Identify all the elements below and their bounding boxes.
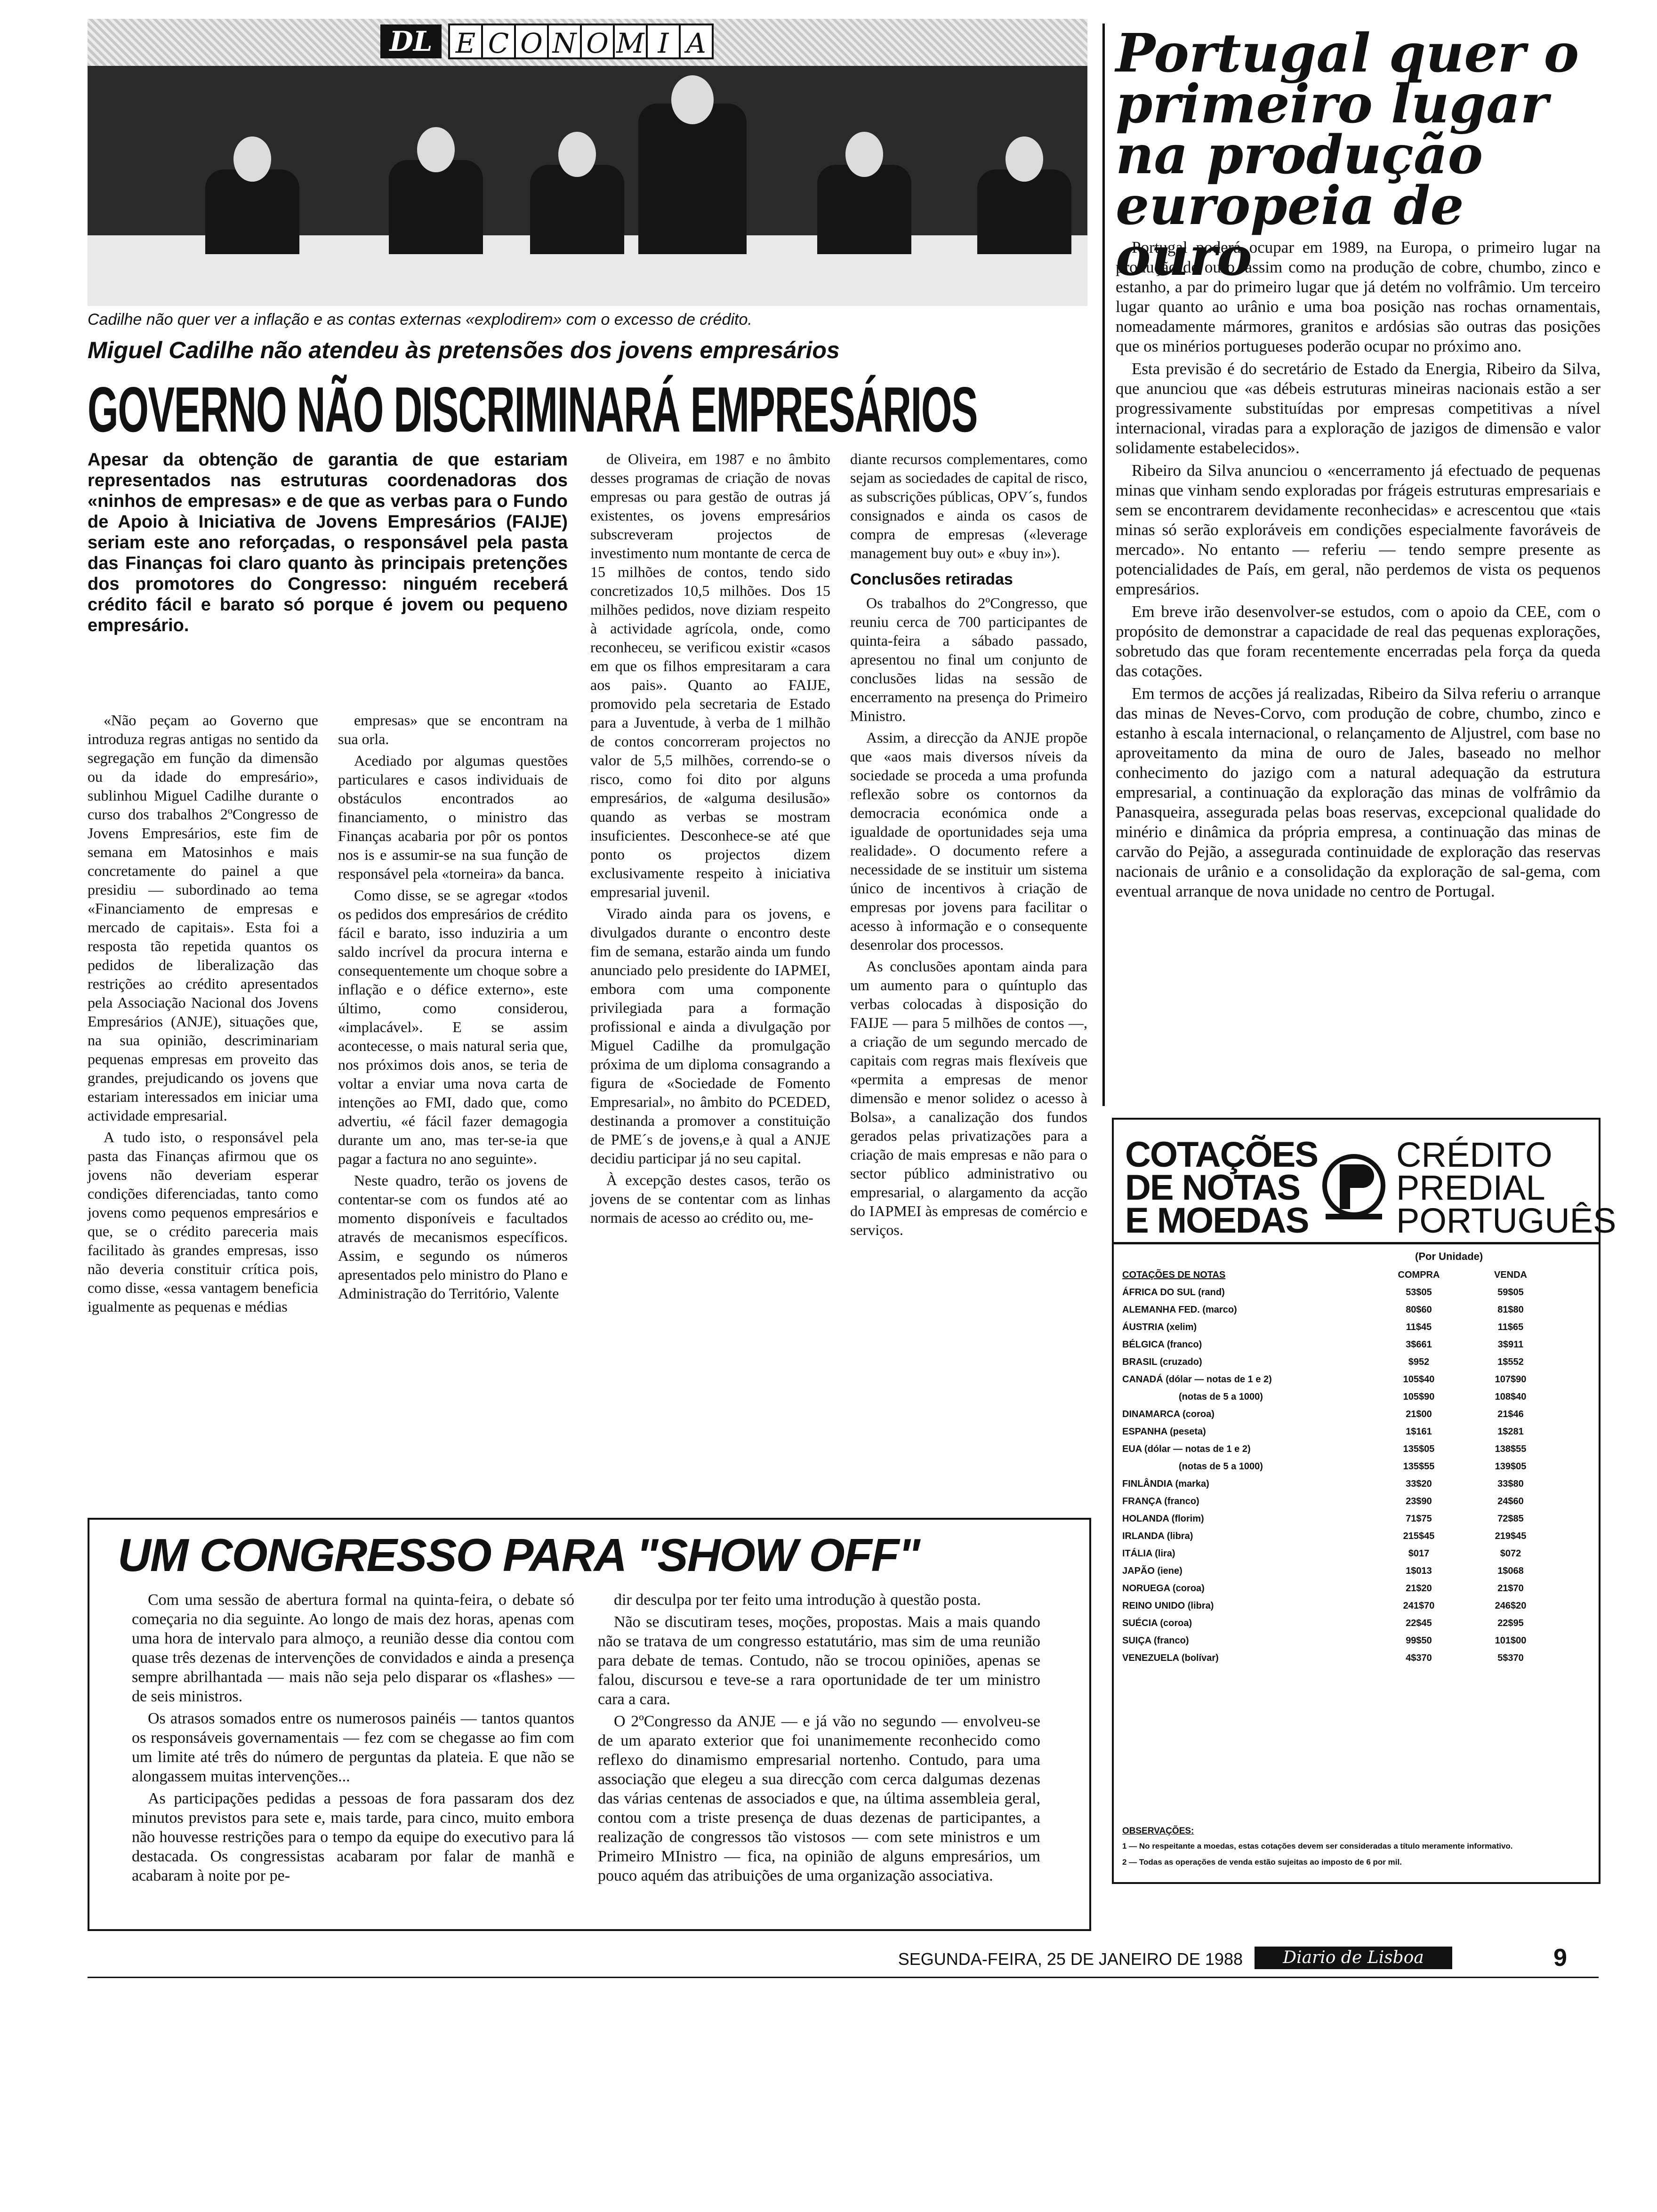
quote-buy: 11$45 (1406, 1322, 1432, 1332)
quote-buy: 22$45 (1406, 1618, 1432, 1628)
gold-article-headline: Portugal quer o primeiro lugar na produção europeia de ouro (1116, 23, 1579, 288)
article-column-3 (590, 449, 830, 1230)
footer-rule (88, 1977, 1599, 1978)
quote-sell: 11$65 (1497, 1322, 1524, 1332)
paragraph: Não se discutiram teses, moções, propostas. Mais a mais quando não se tratava de um congresso estatutário, mas sim de uma reunião para debate de temas. Contudo, não se trocou opiniões, apenas se falou, discursou e teve-se a rara oportunidade de ter um ministro cara a cara. (598, 1613, 1040, 1708)
quote-currency: ESPANHA (peseta) (1122, 1427, 1206, 1437)
quote-sell: 22$95 (1497, 1618, 1524, 1628)
quote-currency: ITÁLIA (lira) (1122, 1548, 1175, 1559)
quote-buy: $017 (1408, 1548, 1430, 1559)
section-letter: O (580, 24, 615, 59)
quote-row (1122, 1441, 1588, 1458)
paper-logo: DL (380, 24, 442, 58)
quote-currency: SUÉCIA (coroa) (1122, 1618, 1192, 1628)
quote-row (1122, 1597, 1588, 1615)
observation-1: 1 — No respeitante a moedas, estas cotações devem ser consideradas a título meramente informativo. (1122, 1842, 1513, 1851)
quote-row (1122, 1580, 1588, 1597)
quote-sell: 139$05 (1495, 1461, 1527, 1472)
quote-currency: (notas de 5 a 1000) (1179, 1392, 1263, 1402)
show-off-article (88, 1518, 1091, 1931)
quote-currency: FRANÇA (franco) (1122, 1496, 1199, 1507)
quote-sell: 138$55 (1495, 1444, 1527, 1454)
section-banner (88, 19, 1087, 66)
quote-sell: 107$90 (1495, 1374, 1527, 1385)
observations (1122, 1826, 1588, 1868)
quote-row (1122, 1354, 1588, 1371)
paragraph: Os atrasos somados entre os numerosos painéis — tantos quantos os responsáveis governamentais — fez com se chegasse ao fim com um limite até três do número de perguntas da plateia. E que não se alongassem muitas intervenções... (132, 1710, 574, 1785)
quote-buy: 71$75 (1406, 1514, 1432, 1524)
congress-photo (88, 66, 1087, 306)
photo-caption: Cadilhe não quer ver a inflação e as contas externas «explodirem» com o excesso de crédito. (88, 311, 752, 329)
quote-currency: FINLÂNDIA (marka) (1122, 1479, 1209, 1489)
paragraph: Como disse, se se agregar «todos os pedidos dos empresários de crédito fácil e barato, isso induziria a um saldo incrível da procura interna e consequentemente um choque sobre a inflação e o défice externo», este último, como considerou, «implacável». E se assim acontecesse, o mais natural seria que, nos próximos dois anos, se teria de voltar a enviar uma nova carta de intenções ao FMI, dado que, como advertiu, «é fácil fazer demagogia durante um ano, mas ter-se-ia que pagar a factura no ano seguinte». (338, 887, 568, 1167)
paragraph: À excepção destes casos, terão os jovens de se contentar com as linhas normais de acesso ao crédito ou, me- (590, 1171, 830, 1226)
quote-sell: 24$60 (1497, 1496, 1524, 1507)
quote-row (1122, 1458, 1588, 1475)
bank-logo-icon (1321, 1148, 1387, 1228)
quote-currency: SUIÇA (franco) (1122, 1635, 1189, 1646)
show-off-headline: UM CONGRESSO PARA "SHOW OFF" (118, 1529, 919, 1581)
paragraph: Portugal poderá ocupar em 1989, na Europa, o primeiro lugar na produção de ouro, assim como na produção de cobre, chumbo, zinco e estanho, a par do primeiro lugar que já detém no volfrâmio. Um terceiro lugar quanto ao urânio e uma boa posição nas rochas ornamentais, nomeadamente mármores, granitos e ardósias são outras das posições que os minérios portugueses poderão ocupar no próximo ano. (1116, 238, 1601, 355)
paragraph: Os trabalhos do 2ºCongresso, que reuniu cerca de 700 participantes de quinta-feira a sábado passado, apresentou no final um conjunto de conclusões lidas na sessão de encerramento na presença do Primeiro Ministro. (850, 594, 1087, 724)
quote-row (1122, 1319, 1588, 1336)
footer-paper-name: Diario de Lisboa (1255, 1947, 1452, 1969)
quotes-table (1122, 1266, 1588, 1667)
paragraph: Acediado por algumas questões particulares e casos individuais de obstáculos encontrados ao financiamento, o ministro das Finanças acabaria por pôr os pontos nos is e assumir-se na sua função de responsável pela «torneira» da banca. (338, 752, 568, 882)
quote-buy: 105$90 (1403, 1392, 1435, 1402)
quote-currency: JAPÃO (iene) (1122, 1566, 1182, 1576)
quote-buy: 135$05 (1403, 1444, 1435, 1454)
paragraph: Ribeiro da Silva anunciou o «encerramento já efectuado de pequenas minas que vinham sendo exploradas por frágeis estruturas empresariais e sem se encontrarem devidamente reconhecidas» e acrescentou que «tais minas só serão exploráveis em condições especialmente favoráveis de mercado». No entanto — referiu — tendo sempre presente as potencialidades de País, em geral, não perdemos de vista os pequenos empresários. (1116, 461, 1601, 598)
quote-currency: (notas de 5 a 1000) (1179, 1461, 1263, 1472)
quote-sell: $072 (1500, 1548, 1521, 1559)
quotes-divider (1114, 1242, 1599, 1244)
quote-buy: 80$60 (1406, 1305, 1432, 1315)
section-letter: E (448, 24, 483, 59)
article-column-1 (88, 711, 318, 1319)
section-letter: N (547, 24, 582, 59)
quote-currency: CANADÁ (dólar — notas de 1 e 2) (1122, 1374, 1272, 1385)
quote-currency: BRASIL (cruzado) (1122, 1357, 1202, 1367)
section-letter: I (646, 24, 681, 59)
quote-sell: 21$70 (1497, 1583, 1524, 1594)
quote-row (1122, 1423, 1588, 1441)
quote-buy: 1$161 (1406, 1427, 1432, 1437)
quote-row (1122, 1406, 1588, 1423)
quote-row (1122, 1336, 1588, 1354)
article-lead: Apesar da obtenção de garantia de que estariam representados nas estruturas coordenadoras dos «ninhos de empresas» e de que as verbas para o Fundo de Apoio à Iniciativa de Jovens Empresários (FAIJE) seriam este ano reforçadas, o responsável pela pasta das Finanças foi claro quanto às principais pretenções dos promotores do Congresso: ninguém receberá crédito fácil e barato só porque é jovem ou pequeno empresário. (88, 450, 568, 635)
quote-row (1122, 1475, 1588, 1493)
quote-currency: HOLANDA (florim) (1122, 1514, 1204, 1524)
quote-currency: ÁFRICA DO SUL (rand) (1122, 1287, 1225, 1298)
quote-buy: 215$45 (1403, 1531, 1435, 1541)
article-headline: GOVERNO NÃO DISCRIMINARÁ EMPRESÁRIOS (88, 374, 978, 445)
column-4-intro: diante recursos complementares, como sejam as sociedades de capital de risco, as subscrições públicas, OPV´s, fundos consignados e ainda os casos de compra de empresas («leverage management buy out» e «buy in»). (850, 450, 1087, 561)
show-off-column-2 (598, 1590, 1040, 1888)
quote-buy: 135$55 (1403, 1461, 1435, 1472)
paragraph: As conclusões apontam ainda para um aumento para o quíntuplo das verbas colocadas à disposição do FAIJE — para 5 milhões de contos —, a criação de um segundo mercado de capitais com regras mais flexíveis que «permita a empresas de menor dimensão e menor solidez o acesso à Bolsa», a canalização dos fundos gerados pelas privatizações para a criação de mais empresas e não para o sector público administrativo ou empresarial, o alargamento da acção do IAPMEI às empresas de comércio e serviços. (850, 958, 1087, 1238)
quote-currency: IRLANDA (libra) (1122, 1531, 1193, 1541)
quote-row (1122, 1615, 1588, 1632)
paragraph: O 2ºCongresso da ANJE — e já vão no segundo — envolveu-se de um aparato exterior que foi unanimemente reconhecido como reflexo do dinamismo empresarial nortenho. Contudo, para uma associação que elegeu a sua direcção com cerca dalgumas dezenas das várias centenas de associados e que, na última assembleia geral, contou com a triste presença de duas dezenas de participantes, a realização de congressos tão vistosos — com sete ministros e um Primeiro MInistro — fica, na opinião de alguns empresários, um pouco aquém das atribuições de uma organização associativa. (598, 1713, 1040, 1884)
article-kicker: Miguel Cadilhe não atendeu às pretensões dos jovens empresários (88, 337, 840, 363)
paragraph: Com uma sessão de abertura formal na quinta-feira, o debate só começaria no dia seguinte. Ao longo de mais dez horas, apenas com uma hora de intervalo para almoço, a reunião desse dia contou com quase três dezenas de intervenções de convidados e ainda a presença sempre abrilhantada — mais não seja pelo disparar os «flashes» — de seis ministros. (132, 1591, 574, 1705)
quote-sell: 1$068 (1497, 1566, 1524, 1576)
quote-row (1122, 1545, 1588, 1563)
quote-row (1122, 1650, 1588, 1667)
quotes-title: COTAÇÕES DE NOTAS E MOEDAS (1125, 1135, 1318, 1241)
observation-2: 2 — Todas as operações de venda estão sujeitas ao imposto de 6 por mil. (1122, 1858, 1402, 1867)
paragraph: Em breve irão desenvolver-se estudos, com o apoio da CEE, com o propósito de demonstrar a capacidade de real das pequenas explorações, sobretudo das que foram recentemente encerradas pela força da queda das cotações. (1116, 602, 1601, 680)
quotes-header: COTAÇÕES DE NOTAS COMPRA VENDA (1122, 1270, 1527, 1280)
article-column-4 (850, 449, 1087, 1242)
quote-currency: REINO UNIDO (libra) (1122, 1601, 1214, 1611)
quote-buy: 23$90 (1406, 1496, 1432, 1507)
quote-sell: 1$552 (1497, 1357, 1524, 1367)
paragraph: As participações pedidas a pessoas de fora passaram dos dez minutos previstos para sete e, mais tarde, para cinco, muito embora não houvesse restrições para o tempo da equipe do executivo para lá destacada. Os congressistas acabaram por falar de manhã e acabaram à noite por pe- (132, 1790, 574, 1884)
quote-sell: 5$370 (1497, 1653, 1524, 1663)
show-off-column-1 (132, 1590, 574, 1888)
quote-buy: 21$00 (1406, 1409, 1432, 1419)
quote-sell: 108$40 (1495, 1392, 1527, 1402)
bank-name: CRÉDITO PREDIAL PORTUGUÊS (1396, 1135, 1617, 1240)
quote-sell: 21$46 (1497, 1409, 1524, 1419)
quote-sell: 246$20 (1495, 1601, 1527, 1611)
quote-row (1122, 1301, 1588, 1319)
quote-sell: 1$281 (1497, 1427, 1524, 1437)
paragraph: Virado ainda para os jovens, e divulgados durante o encontro deste fim de semana, estarão ainda um fundo anunciado pelo presidente do IAPMEI, embora com uma componente privilegiada para a formação profissional e ainda a divulgação por Miguel Cadilhe da promulgação próxima de um diploma consagrando a figura de «Sociedade de Fomento Empresarial», no âmbito do PCEDED, destinanda a promover a constituição de PME´s de jovens,e à qual a ANJE decidiu participar já no seu capital. (590, 905, 830, 1167)
paragraph: «Não peçam ao Governo que introduza regras antigas no sentido da segregação em função da dimensão ou da idade do empresário», sublinhou Miguel Cadilhe durante o curso dos trabalhos 2ºCongresso de Jovens Empresários, este fim de semana em Matosinhos e mais concretamente do painel a que presidiu — subordinado ao tema «Financiamento de empresas e mercado de capitais». Esta foi a resposta tão repetida quantos os pedidos de liberalização das restrições ao crédito apresentados pela Associação Nacional dos Jovens Empresários (ANJE), situações que, na sua opinião, descriminariam pequenas empresas em proveito das grandes, prejudicando os jovens que estariam interessados em iniciar uma actividade empresarial. (88, 712, 318, 1124)
quote-row (1122, 1493, 1588, 1510)
quote-currency: ALEMANHA FED. (marco) (1122, 1305, 1237, 1315)
quote-currency: NORUEGA (coroa) (1122, 1583, 1205, 1594)
paragraph: A tudo isto, o responsável pela pasta das Finanças afirmou que os jovens não deveriam esperar condições diferenciadas, tanto como jovens como pequenos empresários e que, se o crédito pareceria mais facilitado às grandes empresas, isso não deveria constituir crítica pois, como disse, «essa vantagem beneficia igualmente as pequenas e médias (88, 1129, 318, 1315)
section-letter: A (679, 24, 714, 59)
section-title (450, 24, 714, 59)
quotes-ad (1112, 1118, 1617, 1884)
paragraph: Neste quadro, terão os jovens de contentar-se com os fundos até ao momento disponíveis e facultados através de mecanismos específicos. Assim, e segundo os números apresentados pelo ministro do Plano e Administração do Território, Valente (338, 1172, 568, 1302)
gold-article-border-left (1102, 24, 1105, 1106)
page-number: 9 (1553, 1944, 1567, 1972)
article-column-2 (338, 711, 568, 1306)
footer-date: SEGUNDA-FEIRA, 25 DE JANEIRO DE 1988 (898, 1949, 1243, 1969)
paragraph: empresas» que se encontram na sua orla. (338, 712, 568, 747)
gold-article-body (1116, 238, 1601, 904)
quote-currency: DINAMARCA (coroa) (1122, 1409, 1215, 1419)
quote-row (1122, 1528, 1588, 1545)
quote-currency: BÉLGICA (franco) (1122, 1339, 1202, 1350)
paragraph: Esta previsão é do secretário de Estado da Energia, Ribeiro da Silva, que anunciou que «as débeis estruturas mineiras nacionais estão a ser progressivamente substituídas por empresas competitivas a nível internacional, viradas para a exploração de jazigos de dimensão e valor solidamente estabelecidos». (1116, 360, 1601, 457)
paragraph: Assim, a direcção da ANJE propõe que «aos mais diversos níveis da sociedade se proceda a uma profunda reflexão sobre os contornos da democracia económica onde a igualdade de oportunidades seja uma realidade». O documento refere a necessidade de se instituir um sistema único de incentivos à criação de empresas por jovens para facilitar o acesso à informação e o consequente desenrolar dos processos. (850, 729, 1087, 953)
quote-currency: VENEZUELA (bolívar) (1122, 1653, 1219, 1663)
observations-label: OBSERVAÇÕES: (1122, 1826, 1194, 1836)
quote-sell: 33$80 (1497, 1479, 1524, 1489)
subhead-conclusoes: Conclusões retiradas (850, 570, 1013, 588)
quote-sell: 101$00 (1495, 1635, 1527, 1646)
quote-sell: 72$85 (1497, 1514, 1524, 1524)
quote-row (1122, 1388, 1588, 1406)
quote-buy: 33$20 (1406, 1479, 1432, 1489)
quote-sell: 59$05 (1497, 1287, 1524, 1298)
quote-buy: 3$661 (1406, 1339, 1432, 1350)
quote-row (1122, 1510, 1588, 1528)
unit-note: (Por Unidade) (1415, 1250, 1483, 1262)
paragraph: dir desculpa por ter feito uma introdução à questão posta. (614, 1591, 981, 1609)
paragraph: de Oliveira, em 1987 e no âmbito desses programas de criação de novas empresas ou para gestão de outras já existentes, os jovens empresários subscreveram projectos de investimento num montante de cerca de 15 milhões de contos, tendo sido concretizados 10,5 milhões. Dos 15 milhões pedidos, nove diziam respeito à actividade agrícola, onde, como reconheceu, se verificou existir «casos em que os filhos empresitaram a cara aos pais». Quanto ao FAIJE, promovido pela secretaria de Estado para a Juventude, à verba de 1 milhão de contos concorreram projectos no valor de 5,5 milhões, correndo-se o risco, como foi dito por alguns empresários, de «alguma desilusão» quando as verbas se mostram insuficientes. Desconhece-se até que ponto os projectos dizem exclusivamente respeito à iniciativa empresarial juvenil. (590, 450, 830, 900)
quote-buy: 21$20 (1406, 1583, 1432, 1594)
quote-row (1122, 1284, 1588, 1301)
quote-buy: 241$70 (1403, 1601, 1435, 1611)
quote-buy: 105$40 (1403, 1374, 1435, 1385)
quote-sell: 81$80 (1497, 1305, 1524, 1315)
quote-currency: EUA (dólar — notas de 1 e 2) (1122, 1444, 1251, 1454)
quote-row (1122, 1371, 1588, 1388)
quote-row (1122, 1563, 1588, 1580)
quote-sell: 3$911 (1497, 1339, 1524, 1350)
quote-buy: 1$013 (1406, 1566, 1432, 1576)
quote-currency: ÁUSTRIA (xelim) (1122, 1322, 1197, 1332)
section-letter: C (481, 24, 516, 59)
quote-buy: 99$50 (1406, 1635, 1432, 1646)
section-letter: O (514, 24, 549, 59)
quote-buy: 53$05 (1406, 1287, 1432, 1298)
quote-buy: 4$370 (1406, 1653, 1432, 1663)
paragraph: Em termos de acções já realizadas, Ribeiro da Silva referiu o arranque das minas de Neves-Corvo, com produção de cobre, chumbo, zinco e estanho à escala internacional, o relançamento de Aljustrel, com base no aproveitamento da mina de ouro de Jales, baseado no melhor conhecimento do jazigo com a natural adequação da estrutura empresarial, a continuação da exploração das minas de volfrâmio da Panasqueira, assegurada pelas boas reservas, excepcional qualidade do minério e dinâmica da própria empresa, a continuação das minas de carvão do Pejão, a assegurada continuidade de exploração das reservas nacionais de urânio e a consolidação da exploração de sal-gema, com eventual arranque de nova unidade no centro de Portugal. (1116, 684, 1601, 900)
quote-buy: $952 (1408, 1357, 1430, 1367)
section-letter: M (613, 24, 648, 59)
quote-sell: 219$45 (1495, 1531, 1527, 1541)
quote-row (1122, 1632, 1588, 1650)
